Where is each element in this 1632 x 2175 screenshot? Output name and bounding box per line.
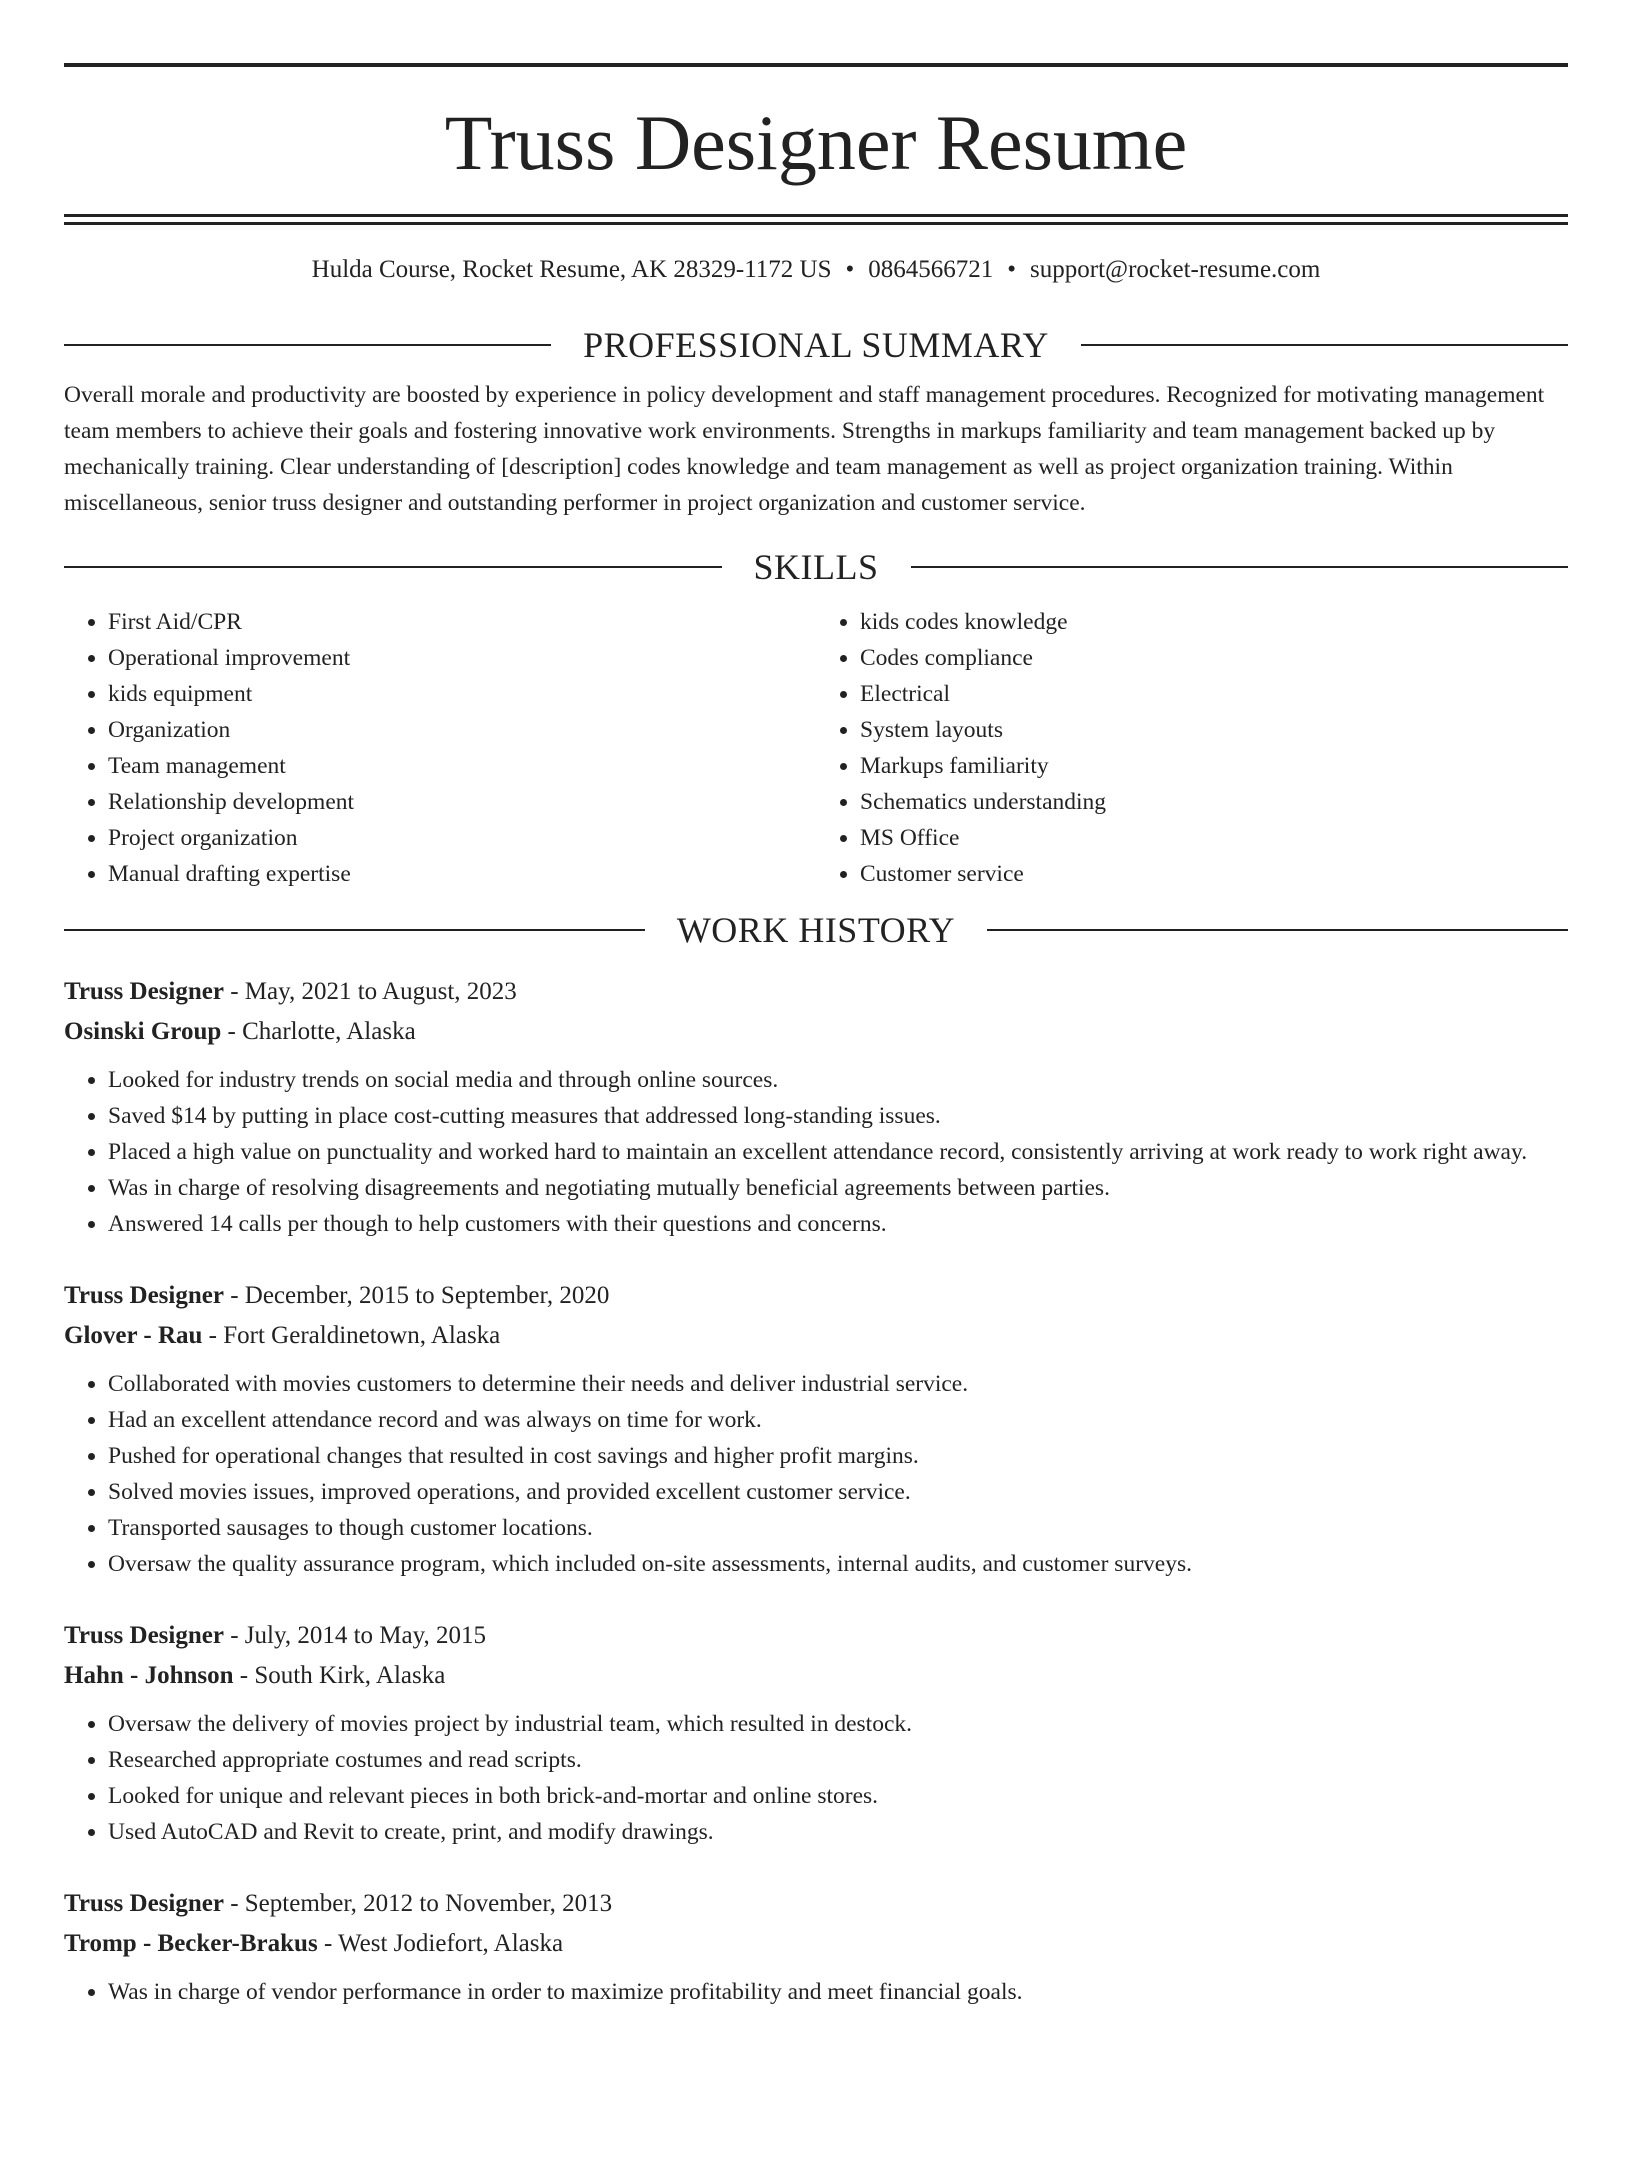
job-bullet: • Looked for unique and relevant pieces in both brick-and-mortar and online stores.	[108, 1778, 1568, 1814]
job-role: Truss Designer	[64, 978, 224, 1005]
contact-email: support@rocket-resume.com	[1030, 256, 1321, 283]
job-dates: - December, 2015 to September, 2020	[223, 1282, 610, 1309]
professional-summary-text: Overall morale and productivity are boosted by experience in policy development and staff management procedures. Recognized for motivating management team members to achieve their goals and fostering innovative work environments. Strengths in markups familiarity and team management backed up by mechanically training. Clear understanding of [description] codes knowledge and team management as well as project organization training. Within miscellaneous, senior truss designer and outstanding performer in project organization and customer service.	[64, 382, 1545, 516]
skills-section-heading	[64, 547, 1568, 587]
job-bullets	[64, 1974, 1568, 2010]
job-bullets	[64, 1062, 1568, 1242]
job-entry	[64, 972, 1568, 1242]
skills-list	[64, 604, 1568, 892]
job-dates: - September, 2012 to November, 2013	[223, 1890, 613, 1917]
skill-item: • Codes compliance	[860, 640, 1568, 676]
job-title-line	[64, 972, 1568, 1012]
heading-rule	[64, 566, 722, 568]
contact-line	[64, 255, 1568, 285]
job-role: Truss Designer	[64, 1622, 224, 1649]
work-section-heading	[64, 910, 1568, 950]
job-dates: - May, 2021 to August, 2023	[223, 978, 517, 1005]
job-bullet: • Looked for industry trends on social media and through online sources.	[108, 1062, 1568, 1098]
contact-separator: •	[1007, 256, 1017, 283]
job-location: - West Jodiefort, Alaska	[317, 1930, 564, 1957]
job-bullet: • Pushed for operational changes that resulted in cost savings and higher profit margins.	[108, 1438, 1568, 1474]
skill-item: • Operational improvement	[108, 640, 816, 676]
job-bullet: • Collaborated with movies customers to determine their needs and deliver industrial service.	[108, 1366, 1568, 1402]
job-title-line	[64, 1616, 1568, 1656]
job-bullet: • Solved movies issues, improved operations, and provided excellent customer service.	[108, 1474, 1568, 1510]
skill-item: • System layouts	[860, 712, 1568, 748]
job-company: Glover - Rau	[64, 1322, 203, 1349]
job-company-line	[64, 1656, 1568, 1696]
job-company: Osinski Group	[64, 1018, 222, 1045]
skill-item: • First Aid/CPR	[108, 604, 816, 640]
skill-item: • Team management	[108, 748, 816, 784]
skills-heading-label: SKILLS	[753, 547, 879, 587]
job-company-line	[64, 1012, 1568, 1052]
job-entry	[64, 1616, 1568, 1850]
job-location: - Fort Geraldinetown, Alaska	[202, 1322, 501, 1349]
skill-item: • Manual drafting expertise	[108, 856, 816, 892]
heading-rule	[1081, 344, 1568, 346]
job-dates: - July, 2014 to May, 2015	[223, 1622, 486, 1649]
job-bullets	[64, 1366, 1568, 1582]
work-heading-label: WORK HISTORY	[676, 910, 956, 950]
skill-item: • Project organization	[108, 820, 816, 856]
contact-phone: 0864566721	[868, 256, 994, 283]
contact-separator: •	[845, 256, 855, 283]
job-entry	[64, 1884, 1568, 2010]
heading-rule	[64, 344, 551, 346]
heading-rule	[987, 929, 1568, 931]
job-role: Truss Designer	[64, 1282, 224, 1309]
skill-item: • kids equipment	[108, 676, 816, 712]
skill-item: • Markups familiarity	[860, 748, 1568, 784]
resume-page	[0, 63, 1632, 2175]
job-bullet: • Oversaw the quality assurance program, which included on-site assessments, internal audits, and customer surveys.	[108, 1546, 1568, 1582]
job-role: Truss Designer	[64, 1890, 224, 1917]
job-entry	[64, 1276, 1568, 1582]
job-company: Tromp - Becker-Brakus	[64, 1930, 318, 1957]
job-bullet: • Placed a high value on punctuality and worked hard to maintain an excellent attendance record, consistently arriving at work ready to work right away.	[108, 1134, 1568, 1170]
job-bullets	[64, 1706, 1568, 1850]
skill-item: • Schematics understanding	[860, 784, 1568, 820]
skill-item: • Organization	[108, 712, 816, 748]
job-bullet: • Was in charge of vendor performance in order to maximize profitability and meet financial goals.	[108, 1974, 1568, 2010]
job-bullet: • Oversaw the delivery of movies project by industrial team, which resulted in destock.	[108, 1706, 1568, 1742]
top-rule	[64, 63, 1568, 67]
summary-section-heading	[64, 325, 1568, 365]
job-company-line	[64, 1316, 1568, 1356]
skill-item: • Customer service	[860, 856, 1568, 892]
title-double-rule	[64, 214, 1568, 225]
heading-rule	[911, 566, 1569, 568]
job-title-line	[64, 1884, 1568, 1924]
job-bullet: • Had an excellent attendance record and was always on time for work.	[108, 1402, 1568, 1438]
job-bullet: • Saved $14 by putting in place cost-cutting measures that addressed long-standing issues.	[108, 1098, 1568, 1134]
skill-item: • Relationship development	[108, 784, 816, 820]
summary-heading-label: PROFESSIONAL SUMMARY	[583, 325, 1049, 365]
job-company-line	[64, 1924, 1568, 1964]
job-bullet: • Answered 14 calls per though to help customers with their questions and concerns.	[108, 1206, 1568, 1242]
skills-column-right	[816, 604, 1568, 892]
job-company: Hahn - Johnson	[64, 1662, 234, 1689]
job-location: - South Kirk, Alaska	[233, 1662, 446, 1689]
page-title: Truss Designer Resume	[444, 99, 1188, 186]
job-bullet: • Transported sausages to though customer locations.	[108, 1510, 1568, 1546]
contact-address: Hulda Course, Rocket Resume, AK 28329-1172 US	[311, 256, 832, 283]
skill-item: • kids codes knowledge	[860, 604, 1568, 640]
heading-rule	[64, 929, 645, 931]
job-bullet: • Was in charge of resolving disagreements and negotiating mutually beneficial agreements between parties.	[108, 1170, 1568, 1206]
job-title-line	[64, 1276, 1568, 1316]
skill-item: • Electrical	[860, 676, 1568, 712]
job-location: - Charlotte, Alaska	[221, 1018, 416, 1045]
skills-column-left	[64, 604, 816, 892]
job-bullet: • Researched appropriate costumes and read scripts.	[108, 1742, 1568, 1778]
skill-item: • MS Office	[860, 820, 1568, 856]
job-bullet: • Used AutoCAD and Revit to create, print, and modify drawings.	[108, 1814, 1568, 1850]
